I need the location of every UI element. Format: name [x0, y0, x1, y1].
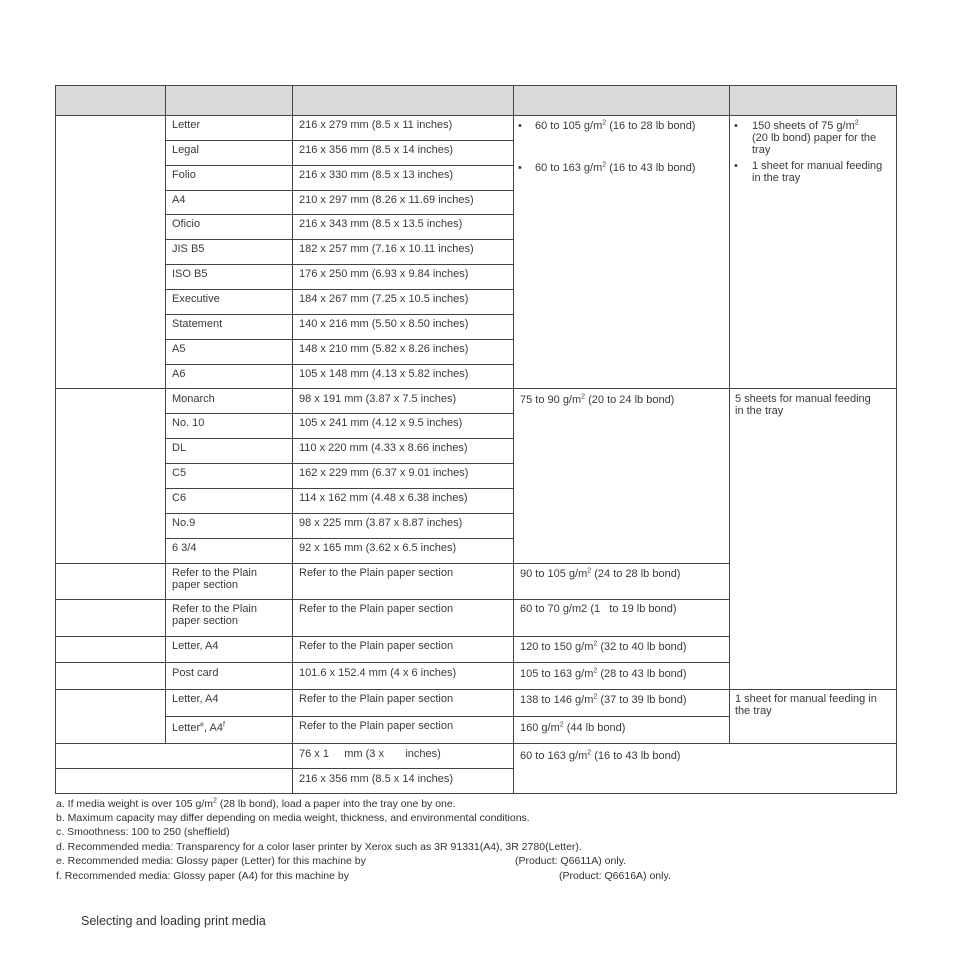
dim-6-3-4: 92 x 165 mm (3.62 x 6.5 inches) [299, 542, 457, 554]
row3-size: Letter, A4 [172, 640, 219, 652]
row2-dim: Refer to the Plain paper section [299, 603, 454, 615]
row8-dim: 216 x 356 mm (8.5 x 14 inches) [299, 773, 454, 785]
footnote-f: f. Recommended media: Glossy paper (A4) for this machine by [56, 870, 349, 882]
bullet-glyph: • [734, 160, 738, 172]
dim-c6: 114 x 162 mm (4.48 x 6.38 inches) [299, 492, 468, 504]
size-a4: A4 [172, 194, 186, 206]
page-footer-title: Selecting and loading print media [81, 914, 266, 928]
bullet-glyph: • [518, 120, 522, 132]
footnote-a: a. If media weight is over 105 $g/m^2$ (28 lb bond), load a paper into the tray one by one. [56, 797, 456, 810]
row7-dim: 76 x 1 mm (3 x inches) [299, 748, 441, 760]
row3-dim: Refer to the Plain paper section [299, 640, 454, 652]
dim-jis-b5: 182 x 257 mm (7.16 x 10.11 inches) [299, 243, 474, 255]
plain-capacity-2: 1 sheet for manual feeding in the tray [752, 160, 883, 184]
size-a5: A5 [172, 343, 186, 355]
dim-letter: 216 x 279 mm (8.5 x 11 inches) [299, 119, 453, 131]
dim-no10: 105 x 241 mm (4.12 x 9.5 inches) [299, 417, 463, 429]
size-folio: Folio [172, 169, 196, 181]
size-legal: Legal [172, 144, 199, 156]
footnote-c: c. Smoothness: 100 to 250 (sheffield) [56, 826, 230, 838]
row4-weight: 105 to 163 $g/m^2$ (28 to 43 lb bond) [520, 667, 687, 680]
dim-a5: 148 x 210 mm (5.82 x 8.26 inches) [299, 343, 469, 355]
size-iso-b5: ISO B5 [172, 268, 208, 280]
dim-a4: 210 x 297 mm (8.26 x 11.69 inches) [299, 194, 474, 206]
size-6-3-4: 6 3/4 [172, 542, 197, 554]
dim-monarch: 98 x 191 mm (3.87 x 7.5 inches) [299, 393, 457, 405]
row5-capacity: 1 sheet for manual feeding in the tray [735, 693, 877, 717]
bullet-glyph: • [734, 120, 738, 132]
row4-dim: 101.6 x 152.4 mm (4 x 6 inches) [299, 667, 457, 679]
dim-no9: 98 x 225 mm (3.87 x 8.87 inches) [299, 517, 463, 529]
size-letter: Letter [172, 119, 201, 131]
bullet-glyph: • [518, 162, 522, 174]
plain-weight-1: 60 to 105 $g/m^2$ (16 to 28 lb bond) [535, 119, 696, 132]
row6-weight: 160 $g/m^2$ (44 lb bond) [520, 721, 626, 734]
size-c6: C6 [172, 492, 187, 504]
dim-dl: 110 x 220 mm (4.33 x 8.66 inches) [299, 442, 468, 454]
footnote-f-product: (Product: Q6616A) only. [559, 870, 671, 882]
footnote-b: b. Maximum capacity may differ depending on media weight, thickness, and environmental conditions. [56, 812, 530, 824]
row2-weight: 60 to 70 g/m2 (1 to 19 lb bond) [520, 603, 677, 615]
dim-statement: 140 x 216 mm (5.50 x 8.50 inches) [299, 318, 469, 330]
row5-dim: Refer to the Plain paper section [299, 693, 454, 705]
dim-folio: 216 x 330 mm (8.5 x 13 inches) [299, 169, 454, 181]
plain-weight-2: 60 to 163 $g/m^2$ (16 to 43 lb bond) [535, 161, 696, 174]
dim-oficio: 216 x 343 mm (8.5 x 13.5 inches) [299, 218, 463, 230]
size-jis-b5: JIS B5 [172, 243, 205, 255]
row1-dim: Refer to the Plain paper section [299, 567, 454, 579]
row6-dim: Refer to the Plain paper section [299, 720, 454, 732]
size-oficio: Oficio [172, 218, 201, 230]
size-no9: No.9 [172, 517, 196, 529]
footnote-d: d. Recommended media: Transparency for a color laser printer by Xerox such as 3R 91331(A4), 3R 2780(Letter). [56, 841, 582, 853]
table-header-row [55, 85, 897, 115]
size-monarch: Monarch [172, 393, 215, 405]
row6-size: Letter$^e$, A4$^f$ [172, 721, 225, 734]
row1-size: Refer to the Plain paper section [172, 567, 257, 591]
dim-iso-b5: 176 x 250 mm (6.93 x 9.84 inches) [299, 268, 469, 280]
dim-legal: 216 x 356 mm (8.5 x 14 inches) [299, 144, 454, 156]
row5-size: Letter, A4 [172, 693, 219, 705]
size-c5: C5 [172, 467, 187, 479]
row3-weight: 120 to 150 $g/m^2$ (32 to 40 lb bond) [520, 640, 687, 653]
row1-weight: 90 to 105 $g/m^2$ (24 to 28 lb bond) [520, 567, 681, 580]
size-executive: Executive [172, 293, 220, 305]
plain-capacity-1: 150 sheets of 75 $g/m^2$ (20 lb bond) paper for the tray [752, 119, 877, 156]
row5-weight: 138 to 146 $g/m^2$ (37 to 39 lb bond) [520, 693, 687, 706]
footnote-e: e. Recommended media: Glossy paper (Letter) for this machine by [56, 855, 366, 867]
row4-size: Post card [172, 667, 219, 679]
row7-weight: 60 to 163 $g/m^2$ (16 to 43 lb bond) [520, 749, 681, 762]
footnote-e-product: (Product: Q6611A) only. [515, 855, 627, 867]
size-no10: No. 10 [172, 417, 205, 429]
envelope-weight: 75 to 90 $g/m^2$ (20 to 24 lb bond) [520, 393, 675, 406]
row2-size: Refer to the Plain paper section [172, 603, 257, 627]
size-dl: DL [172, 442, 187, 454]
dim-a6: 105 x 148 mm (4.13 x 5.82 inches) [299, 368, 469, 380]
dim-executive: 184 x 267 mm (7.25 x 10.5 inches) [299, 293, 469, 305]
size-a6: A6 [172, 368, 186, 380]
dim-c5: 162 x 229 mm (6.37 x 9.01 inches) [299, 467, 469, 479]
envelope-capacity: 5 sheets for manual feeding in the tray [735, 393, 871, 417]
size-statement: Statement [172, 318, 223, 330]
